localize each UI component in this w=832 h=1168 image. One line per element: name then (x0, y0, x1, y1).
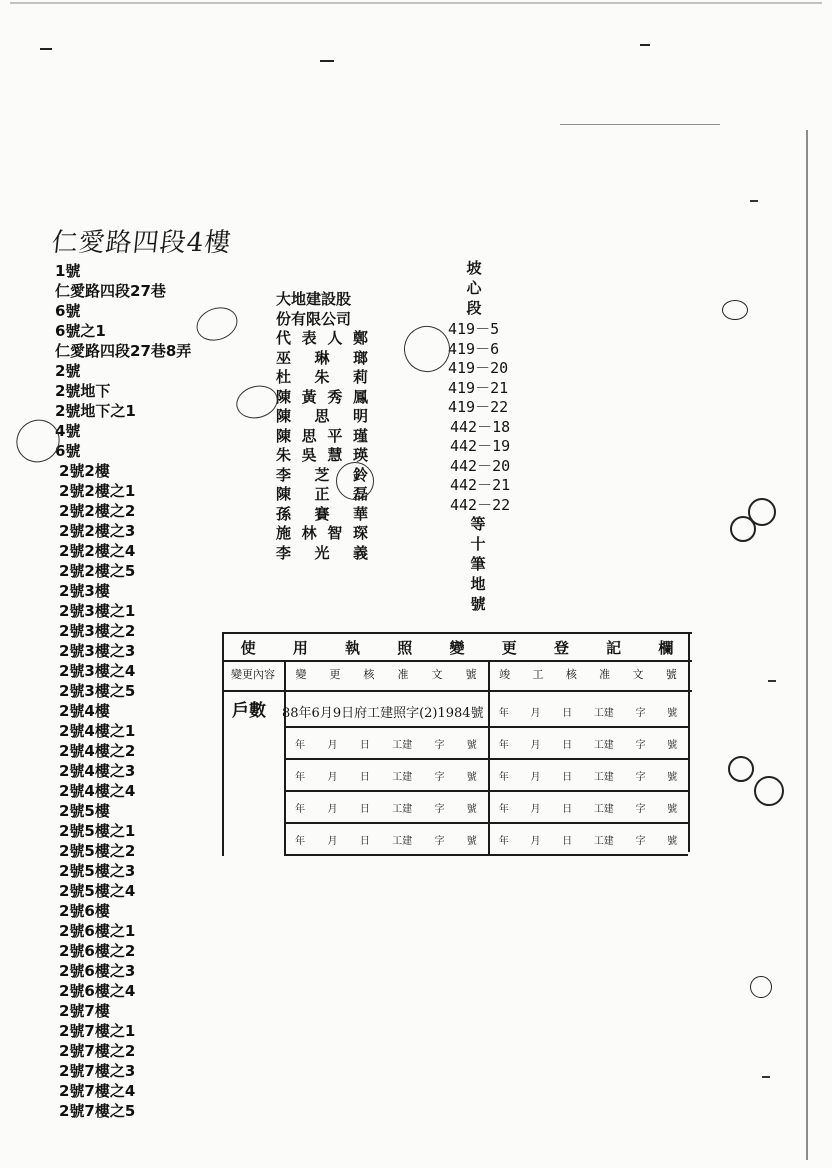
date-template-char: 字 (434, 771, 445, 783)
address-line: 2號5樓之4 (59, 882, 136, 900)
completion-header-char: 號 (665, 668, 677, 681)
address-line: 2號5樓之2 (59, 842, 136, 860)
completion-header-char: 准 (599, 668, 611, 681)
owner-name: 陳 正 磊 (276, 485, 368, 503)
date-template-char: 日 (562, 835, 573, 847)
address-line: 2號 (55, 362, 81, 380)
lot-number: 442－20 (450, 456, 511, 475)
section-label-char: 心 (466, 279, 482, 297)
address-line: 2號4樓之3 (59, 762, 136, 780)
address-line: 2號地下 (55, 382, 111, 400)
owner-name: 陳 黃 秀 鳳 (276, 387, 368, 406)
date-template-row (284, 792, 488, 822)
table-title-char: 照 (397, 638, 413, 657)
address-line: 2號5樓之1 (59, 822, 136, 840)
address-line: 仁愛路四段27巷 (55, 282, 166, 300)
section-label-char: 坡 (466, 259, 482, 277)
date-template-char: 年 (498, 771, 509, 783)
date-template-char: 字 (635, 803, 646, 815)
completion-header-char: 核 (565, 668, 577, 681)
address-line: 2號4樓之2 (59, 742, 136, 760)
date-template-char: 年 (295, 739, 306, 751)
scan-speck (640, 44, 650, 46)
address-line: 6號 (55, 302, 81, 320)
table-title-char: 登 (553, 638, 569, 657)
date-template-char: 年 (295, 771, 306, 783)
address-line: 2號3樓之4 (59, 662, 136, 680)
owner-name: 孫 賽 華 (276, 504, 368, 523)
page-edge (806, 130, 808, 1160)
address-line: 2號3樓之2 (59, 622, 136, 640)
date-template-char: 月 (327, 835, 338, 847)
date-template-char: 字 (635, 707, 646, 719)
date-template-char: 年 (498, 707, 509, 719)
handwritten-street-note: 仁愛路四段4樓 (50, 228, 233, 258)
address-line: 2號4樓之1 (59, 722, 136, 740)
date-template-row (488, 760, 688, 790)
table-title-char: 記 (606, 638, 622, 657)
table-title-char: 欄 (658, 638, 674, 657)
table-title-char: 更 (501, 638, 517, 657)
address-line: 2號6樓之4 (59, 982, 136, 1000)
date-template-char: 字 (635, 835, 646, 847)
date-template-row (488, 728, 688, 758)
date-template-char: 工建 (593, 771, 614, 783)
address-line: 2號7樓之4 (59, 1082, 136, 1100)
address-line: 2號5樓之3 (59, 862, 136, 880)
address-line: 2號7樓之1 (59, 1022, 136, 1040)
edge-mark (768, 680, 776, 682)
address-line: 2號2樓之3 (59, 522, 136, 540)
table-rule (222, 690, 692, 692)
date-template-char: 工建 (392, 835, 413, 847)
date-template-char: 月 (530, 771, 541, 783)
binder-hole (722, 300, 748, 320)
owner-name: 份有限公司 (276, 309, 352, 328)
binder-hole (728, 756, 754, 782)
date-template-char: 號 (667, 803, 678, 815)
owner-name: 李 光 義 (276, 543, 368, 562)
date-template-row (488, 792, 688, 822)
date-template-char: 號 (667, 707, 678, 719)
edge-mark (762, 1076, 770, 1078)
date-template-char: 工建 (392, 803, 413, 815)
approval-header-char: 號 (465, 668, 477, 681)
lot-footer-char: 十 (470, 535, 486, 553)
date-template-row (284, 760, 488, 790)
table-title-char: 變 (449, 638, 465, 657)
address-line: 2號4樓之4 (59, 782, 136, 800)
date-template-char: 月 (327, 803, 338, 815)
col-header-change-content: 變更內容 (231, 668, 275, 681)
lot-number: 419－22 (448, 398, 509, 416)
date-template-char: 年 (295, 835, 306, 847)
date-template-char: 月 (530, 803, 541, 815)
col-header-completion-approval (488, 666, 688, 682)
change-content-entry: 戶數 (232, 701, 266, 721)
date-template-char: 字 (635, 771, 646, 783)
approval-header-char: 文 (431, 668, 443, 681)
date-template-char: 工建 (593, 835, 614, 847)
address-line: 2號3樓之1 (59, 602, 136, 620)
table-border-top (222, 632, 692, 634)
date-template-char: 日 (562, 707, 573, 719)
date-template-row (284, 728, 488, 758)
scan-speck (40, 48, 52, 50)
lot-number: 419－21 (448, 378, 509, 397)
approval-header-char: 變 (295, 668, 307, 681)
date-template-char: 月 (530, 835, 541, 847)
section-label-char: 段 (466, 299, 482, 317)
owner-name: 代 表 人 鄭 (276, 329, 368, 347)
address-line: 1號 (55, 262, 81, 280)
address-line: 2號7樓之5 (59, 1102, 136, 1120)
scan-speck (560, 124, 720, 125)
owner-name: 杜 朱 莉 (276, 368, 368, 386)
table-rule (284, 854, 688, 856)
table-title-char: 用 (292, 638, 308, 657)
date-template-char: 日 (562, 739, 573, 751)
completion-header-char: 竣 (499, 668, 511, 681)
owner-name: 陳 思 平 瑾 (276, 426, 368, 445)
date-template-char: 日 (359, 835, 370, 847)
date-template-char: 年 (498, 835, 509, 847)
lot-footer-char: 筆 (470, 555, 486, 573)
date-template-char: 年 (498, 739, 509, 751)
date-template-char: 號 (466, 771, 477, 783)
address-line: 2號7樓 (59, 1002, 110, 1020)
lot-number: 442－22 (450, 495, 511, 514)
date-template-char: 號 (667, 835, 678, 847)
approval-header-char: 准 (397, 668, 409, 681)
date-template-char: 字 (434, 803, 445, 815)
table-title-char: 使 (240, 638, 256, 657)
address-line: 2號4樓 (59, 702, 110, 720)
date-template-char: 字 (434, 835, 445, 847)
lot-number: 442－19 (450, 437, 511, 455)
address-line: 2號2樓之2 (59, 502, 136, 520)
lot-number: 419－5 (448, 320, 500, 338)
address-line: 2號5樓 (59, 802, 110, 820)
address-line: 2號2樓之5 (59, 562, 136, 580)
binder-hole (730, 516, 756, 542)
date-template-char: 字 (434, 739, 445, 751)
date-template-char: 日 (562, 771, 573, 783)
date-template-char: 工建 (392, 771, 413, 783)
date-template-char: 工建 (593, 803, 614, 815)
date-template-char: 號 (667, 739, 678, 751)
date-template-char: 號 (466, 835, 477, 847)
date-template-char: 月 (530, 739, 541, 751)
date-template-char: 月 (327, 771, 338, 783)
scan-top-noise (10, 2, 822, 4)
owner-name: 朱 吳 慧 瑛 (276, 446, 368, 464)
date-template-char: 年 (498, 803, 509, 815)
approval-header-char: 核 (363, 668, 375, 681)
binder-hole (754, 776, 784, 806)
lot-number: 419－20 (448, 359, 509, 377)
owner-name: 陳 思 明 (276, 407, 368, 425)
date-template-char: 年 (295, 803, 306, 815)
scan-speck (320, 60, 334, 62)
date-template-char: 日 (359, 771, 370, 783)
date-template-char: 月 (327, 739, 338, 751)
table-title-char: 執 (345, 638, 361, 657)
address-line: 2號2樓之1 (59, 482, 136, 500)
date-template-char: 號 (466, 739, 477, 751)
date-template-row (488, 824, 688, 854)
date-template-char: 工建 (593, 707, 614, 719)
owner-name: 大地建設股 (276, 290, 352, 308)
date-template-char: 日 (562, 803, 573, 815)
lot-number: 419－6 (448, 339, 500, 358)
date-template-char: 字 (635, 739, 646, 751)
address-line: 2號6樓之3 (59, 962, 136, 980)
seal-stamp (336, 462, 374, 500)
lot-number: 442－21 (450, 476, 511, 494)
address-line: 2號3樓之3 (59, 642, 136, 660)
col-header-change-approval (284, 666, 488, 682)
date-template-char: 號 (466, 803, 477, 815)
lot-footer-char: 等 (470, 515, 486, 533)
address-line: 2號6樓之1 (59, 922, 136, 940)
seal-stamp (233, 381, 282, 423)
address-line: 2號3樓 (59, 582, 110, 600)
owner-name: 李 芝 鈴 (276, 465, 368, 484)
lot-footer-char: 地 (470, 575, 486, 593)
completion-header-char: 文 (632, 668, 644, 681)
address-line: 2號7樓之3 (59, 1062, 136, 1080)
date-template-char: 工建 (593, 739, 614, 751)
seal-stamp (192, 302, 242, 346)
address-line: 4號 (55, 422, 81, 440)
date-template-char: 日 (359, 803, 370, 815)
address-line: 2號3樓之5 (59, 682, 136, 700)
table-border-right (688, 632, 690, 852)
lot-footer-char: 號 (470, 595, 486, 613)
date-template-row (488, 696, 688, 726)
date-template-char: 日 (359, 739, 370, 751)
approval-header-char: 更 (329, 668, 341, 681)
date-template-row (284, 824, 488, 854)
edge-mark (750, 200, 758, 202)
date-template-char: 月 (530, 707, 541, 719)
table-rule (222, 660, 692, 662)
address-line: 2號2樓之4 (59, 542, 136, 560)
owner-name: 巫 琳 瑯 (276, 348, 368, 367)
lot-number: 442－18 (450, 417, 511, 436)
address-line: 2號7樓之2 (59, 1042, 136, 1060)
address-line: 2號6樓 (59, 902, 110, 920)
owner-name: 施 林 智 琛 (276, 524, 368, 542)
date-template-char: 工建 (392, 739, 413, 751)
address-line: 2號6樓之2 (59, 942, 136, 960)
binder-hole (750, 976, 772, 998)
address-line: 仁愛路四段27巷8弄 (55, 342, 192, 360)
address-line: 6號 (55, 442, 81, 460)
registry-table-title (222, 632, 692, 662)
completion-header-char: 工 (532, 668, 544, 681)
address-line: 6號之1 (55, 322, 106, 340)
address-line: 2號2樓 (59, 462, 110, 480)
change-approval-entry: 88年6月9日府工建照字(2)1984號 (282, 706, 484, 721)
address-line: 2號地下之1 (55, 402, 136, 420)
date-template-char: 號 (667, 771, 678, 783)
